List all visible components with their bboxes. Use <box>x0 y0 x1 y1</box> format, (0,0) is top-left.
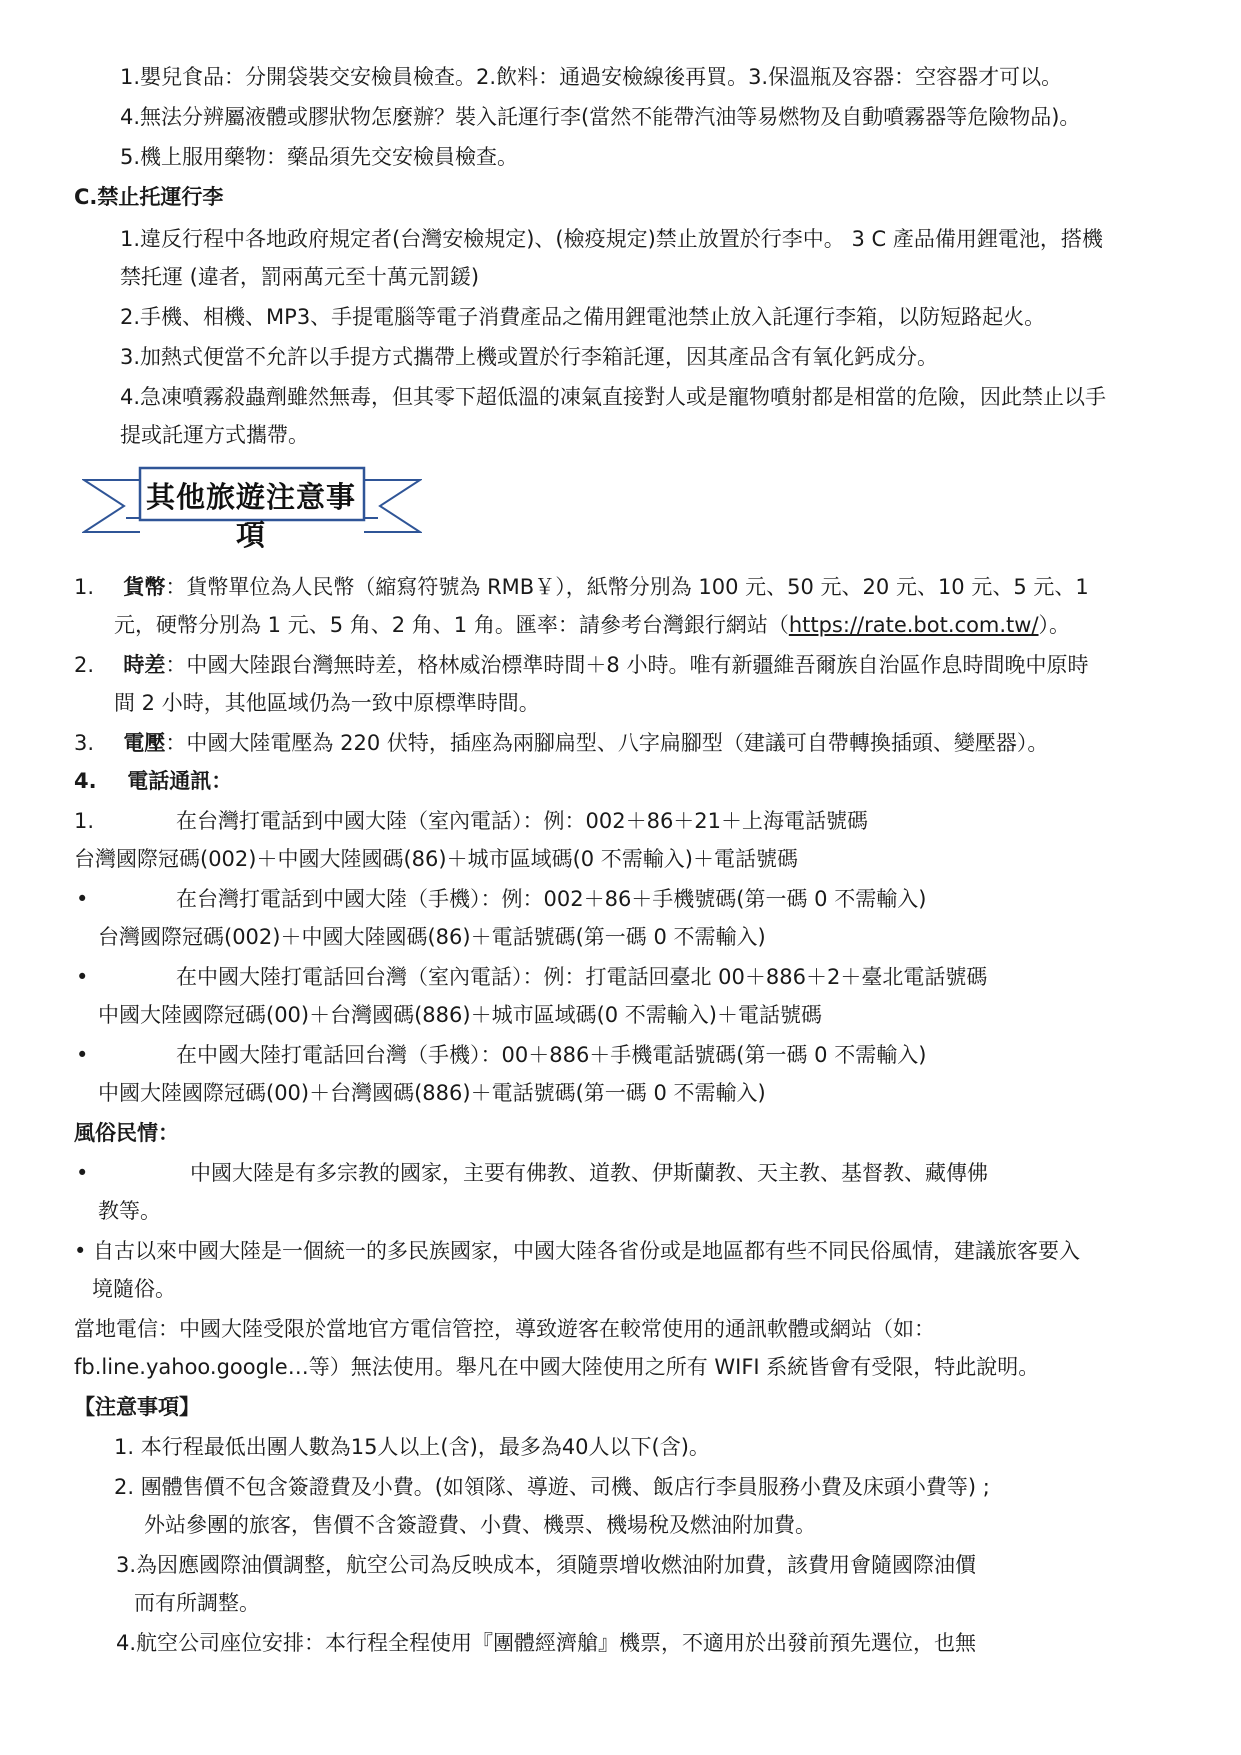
item-text: ）。 <box>1038 613 1071 637</box>
bullet: • <box>76 1161 89 1185</box>
bullet: • <box>76 887 89 911</box>
item-currency <box>74 572 1089 602</box>
rule-battery-1-cont: 禁托運 (違者，罰兩萬元至十萬元罰鍰) <box>120 265 480 289</box>
rule-heated-lunchbox: 3.加熱式便當不允許以手提方式攜帶上機或置於行李箱託運，因其產品含有氧化鈣成分。 <box>120 345 939 369</box>
item-number: 2. <box>74 653 95 677</box>
telecom-notice-cont: fb.line.yahoo.google…等）無法使用。舉凡在中國大陸使用之所有 WIFI 系統皆會有受限，特此說明。 <box>74 1355 1040 1379</box>
phone-case-1: 在台灣打電話到中國大陸（室內電話）：例：002＋86＋21＋上海電話號碼 <box>176 809 869 833</box>
rule-baby-food-drinks: 1.嬰兒食品：分開袋裝交安檢員檢查。2.飲料：通過安檢線後再買。3.保溫瓶及容器：空容器才可以。 <box>120 65 1063 89</box>
note-4: 4.航空公司座位安排：本行程全程使用『團體經濟艙』機票，不適用於出發前預先選位，也無 <box>116 1631 977 1655</box>
item-label: 時差 <box>123 653 166 677</box>
note-1: 1. 本行程最低出團人數為15人以上(含)，最多為40人以下(含)。 <box>114 1435 710 1459</box>
item-telephone <box>74 766 232 796</box>
note-2-cont: 外站參團的旅客，售價不含簽證費、小費、機票、機場稅及燃油附加費。 <box>144 1513 816 1537</box>
phone-case-4-format: 中國大陸國際冠碼(00)＋台灣國碼(886)＋電話號碼(第一碼 0 不需輸入) <box>98 1081 766 1105</box>
rule-freeze-spray-cont: 提或託運方式攜帶。 <box>120 423 309 447</box>
telecom-notice: 當地電信：中國大陸受限於當地官方電信管控，導致遊客在較常使用的通訊軟體或網站（如： <box>74 1317 935 1341</box>
item-time-difference <box>74 650 1088 680</box>
item-currency-cont <box>114 610 1070 640</box>
customs-religion: 中國大陸是有多宗教的國家，主要有佛教、道教、伊斯蘭教、天主教、基督教、藏傳佛 <box>190 1161 988 1185</box>
item-label: 貨幣 <box>123 575 166 599</box>
item-label: 電壓 <box>123 731 166 755</box>
rule-freeze-spray: 4.急凍噴霧殺蟲劑雖然無毒，但其零下超低溫的凍氣直接對人或是寵物噴射都是相當的危險，因此禁止以手 <box>120 385 1107 409</box>
section-heading-prohibited-checked: C.禁止托運行李 <box>74 185 224 209</box>
note-3: 3.為因應國際油價調整，航空公司為反映成本，須隨票增收燃油附加費，該費用會隨國際油價 <box>116 1553 977 1577</box>
item-voltage <box>74 728 1048 758</box>
item-text: ：中國大陸電壓為 220 伏特，插座為兩腳扁型、八字扁腳型（建議可自帶轉換插頭、變壓器）。 <box>165 731 1049 755</box>
phone-case-3-format: 中國大陸國際冠碼(00)＋台灣國碼(886)＋城市區域碼(0 不需輸入)＋電話號碼 <box>98 1003 822 1027</box>
rule-battery-1: 1.違反行程中各地政府規定者(台灣安檢規定)、(檢疫規定)禁止放置於行李中。 3 C 產品備用鋰電池，搭機 <box>120 227 1103 251</box>
section-heading-customs: 風俗民情： <box>74 1121 179 1145</box>
bullet: • <box>76 965 89 989</box>
item-time-difference-cont: 間 2 小時，其他區域仍為一致中原標準時間。 <box>114 691 540 715</box>
item-number: 1. <box>74 575 95 599</box>
rule-medicine: 5.機上服用藥物：藥品須先交安檢員檢查。 <box>120 145 519 169</box>
phone-case-3: 在中國大陸打電話回台灣（室內電話）：例：打電話回臺北 00＋886＋2＋臺北電話號碼 <box>176 965 988 989</box>
phone-case-4: 在中國大陸打電話回台灣（手機）：00＋886＋手機電話號碼(第一碼 0 不需輸入) <box>176 1043 927 1067</box>
customs-multi-ethnic-cont: 境隨俗。 <box>92 1277 176 1301</box>
bullet: • <box>76 1043 89 1067</box>
section-heading-notes: 【注意事項】 <box>74 1395 200 1419</box>
item-text: ：貨幣單位為人民幣（縮寫符號為 RMB￥），紙幣分別為 100 元、50 元、20 元、10 元、5 元、1 <box>165 575 1089 599</box>
item-number: 4. <box>74 769 97 793</box>
phone-case-1-format: 台灣國際冠碼(002)＋中國大陸國碼(86)＋城市區域碼(0 不需輸入)＋電話號碼 <box>74 847 798 871</box>
item-text: 元，硬幣分別為 1 元、5 角、2 角、1 角。匯率：請參考台灣銀行網站（ <box>114 613 789 637</box>
item-text: ：中國大陸跟台灣無時差，格林威治標準時間＋8 小時。唯有新疆維吾爾族自治區作息時間晚中原時 <box>165 653 1089 677</box>
phone-case-2-format: 台灣國際冠碼(002)＋中國大陸國碼(86)＋電話號碼(第一碼 0 不需輸入) <box>98 925 766 949</box>
phone-case-2: 在台灣打電話到中國大陸（手機）：例：002＋86＋手機號碼(第一碼 0 不需輸入) <box>176 887 927 911</box>
banner-title: 其他旅遊注意事項 <box>145 480 356 552</box>
rule-liquids: 4.無法分辨屬液體或膠狀物怎麼辦？裝入託運行李(當然不能帶汽油等易燃物及自動噴霧器等危險物品)。 <box>120 105 1081 129</box>
customs-multi-ethnic: • 自古以來中國大陸是一個統一的多民族國家，中國大陸各省份或是地區都有些不同民俗風情，建議旅客要入 <box>74 1239 1081 1263</box>
item-number: 3. <box>74 731 95 755</box>
item-label: 電話通訊： <box>127 769 233 793</box>
rule-battery-2: 2.手機、相機、MP3、手提電腦等電子消費產品之備用鋰電池禁止放入託運行李箱，以防短路起火。 <box>120 305 1046 329</box>
note-2: 2. 團體售價不包含簽證費及小費。(如領隊、導遊、司機、飯店行李員服務小費及床頭小費等) ; <box>114 1475 990 1499</box>
phone-case-1-number: 1. <box>74 809 95 833</box>
note-3-cont: 而有所調整。 <box>134 1591 260 1615</box>
customs-religion-cont: 教等。 <box>98 1199 161 1223</box>
bank-rate-link[interactable]: https://rate.bot.com.tw/ <box>788 613 1039 637</box>
